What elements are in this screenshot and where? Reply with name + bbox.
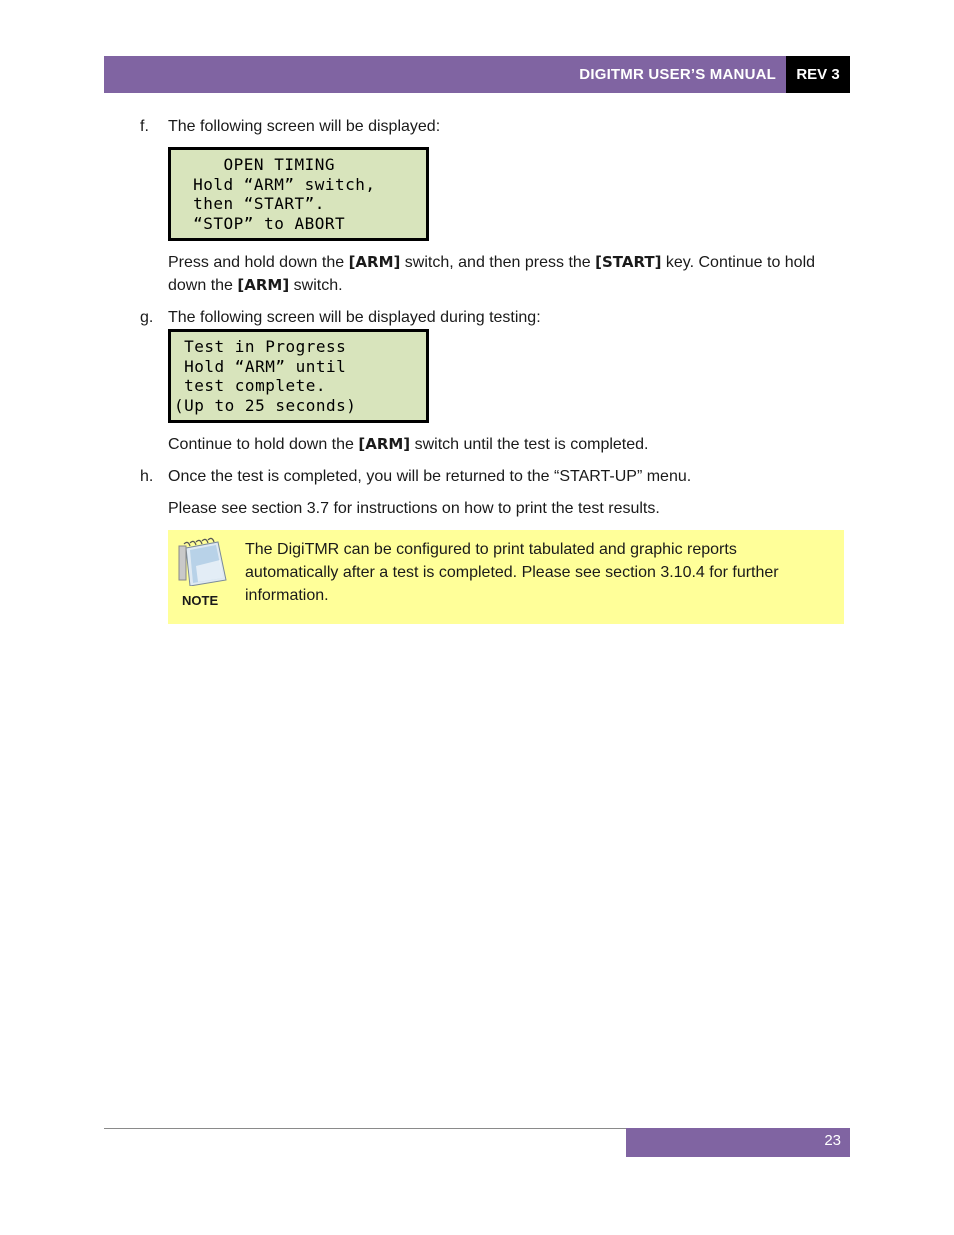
lcd-line: then “START”. [183,194,325,213]
step-h-marker: h. [140,468,154,485]
note-label: NOTE [182,593,219,608]
step-g-instruction [168,433,838,456]
header-bar [104,56,786,93]
revision-badge: REV 3 [786,56,850,93]
manual-title: DIGITMR USER’S MANUAL [579,66,776,83]
arm-key-label: [ARM] [237,276,290,294]
instruction-text: switch until the test is completed. [410,436,649,453]
lcd-line: Test in Progress [174,337,347,356]
step-h-text: Once the test is completed, you will be returned to the “START-UP” menu. [168,468,692,485]
instruction-text: Continue to hold down the [168,436,359,453]
note-box [168,530,844,624]
lcd-screen-test-in-progress [168,329,429,423]
page-number: 23 [824,1132,841,1149]
step-f-instruction [168,251,838,297]
step-g-text: The following screen will be displayed during testing: [168,309,541,326]
start-key-label: [START] [595,253,662,271]
lcd-line: Hold “ARM” switch, [183,174,376,194]
instruction-text: switch. [289,277,343,294]
step-f-text: The following screen will be displayed: [168,118,441,135]
step-f-marker: f. [140,118,149,135]
instruction-text: key. Continue to hold down the [168,254,816,294]
note-text: The DigiTMR can be configured to print tabulated and graphic reports automatically after a test is completed. Please see section 3.10.4 for further information. [245,541,779,604]
lcd-line: test complete. [174,376,326,395]
lcd-screen-open-timing [168,147,429,241]
instruction-text: switch, and then press the [400,254,596,271]
step-h-extra-text: Please see section 3.7 for instructions on how to print the test results. [168,500,660,517]
lcd-line: Hold “ARM” until [174,356,347,376]
footer-bar [626,1128,850,1157]
arm-key-label: [ARM] [358,435,411,453]
lcd-line: “STOP” to ABORT [183,213,346,233]
arm-key-label: [ARM] [348,253,401,271]
lcd-line: OPEN TIMING [183,155,335,174]
lcd-line: (Up to 25 seconds) [174,395,357,415]
notepad-icon [176,536,230,586]
step-g-marker: g. [140,309,154,326]
instruction-text: Press and hold down the [168,254,349,271]
